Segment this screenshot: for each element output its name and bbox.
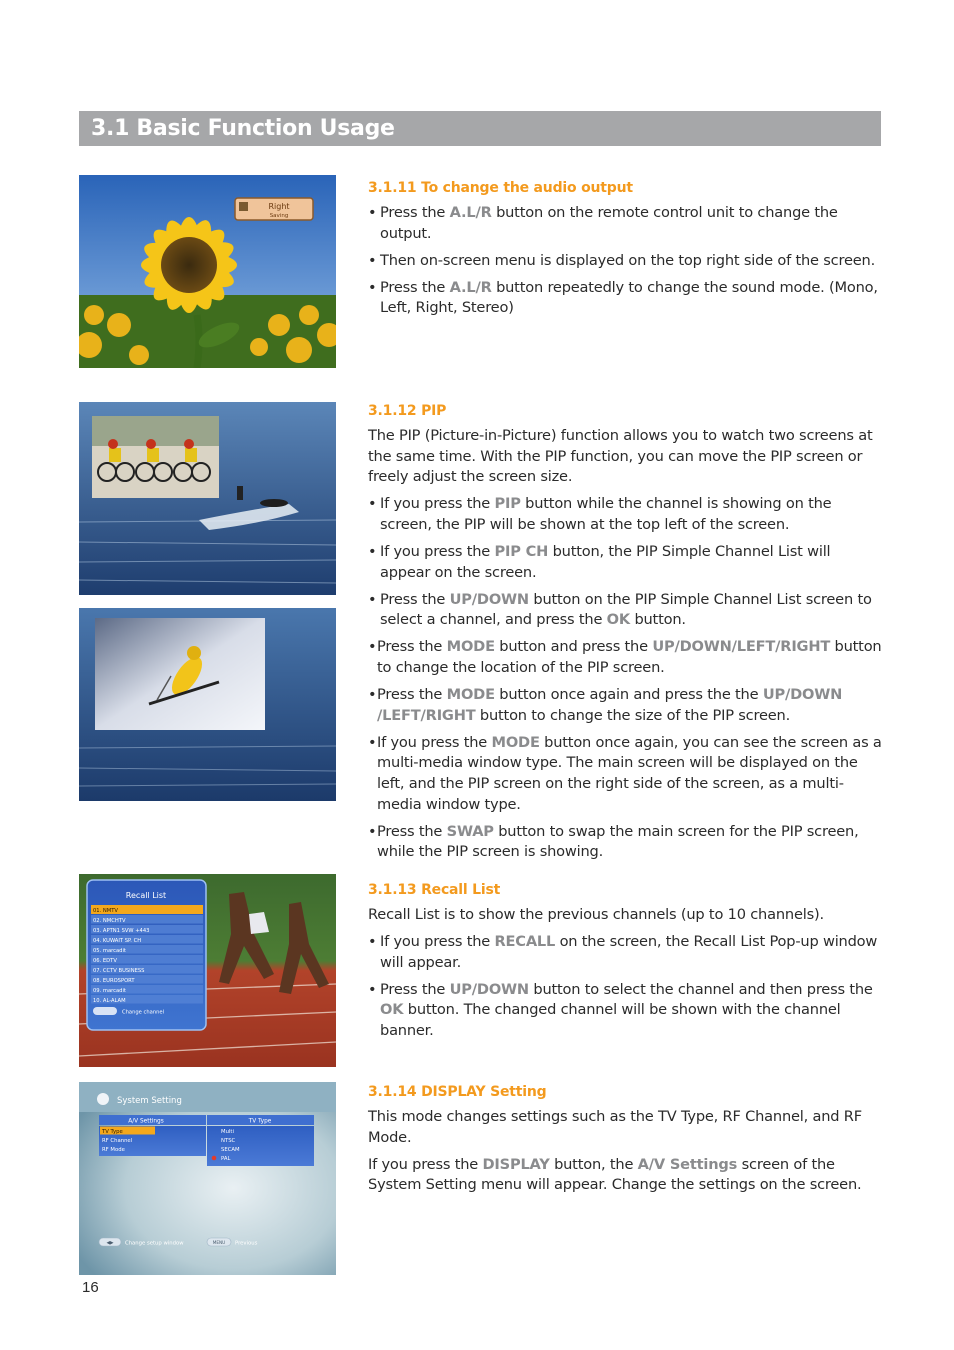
recall-item: 04. KUWAIT SP. CH	[93, 938, 142, 944]
paragraph	[368, 1155, 883, 1196]
text-run: The PIP (Picture-in-Picture) function allows you to watch two screens at the same time. With the PIP function, you can move the PIP screen or freely adjust the screen size.	[368, 427, 873, 486]
button-keyword: OK	[606, 611, 630, 629]
radio-selected-icon	[212, 1156, 217, 1161]
text-run: button. The changed channel will be shown with the channel banner.	[380, 1001, 841, 1039]
recall-item: 05. marcadit	[93, 948, 126, 954]
recall-list-title: Recall List	[125, 891, 167, 900]
bullet-icon: •	[368, 251, 377, 269]
button-keyword: UP/DOWN	[449, 980, 529, 998]
footer-previous: Previous	[235, 1240, 258, 1247]
text-run: button to select the channel and then press the	[528, 980, 873, 998]
arrow-keys-icon: ◀▶	[106, 1241, 114, 1246]
bullet-item	[368, 980, 883, 1042]
text-run: This mode changes settings such as the TV Type, RF Channel, and RF Mode.	[368, 1108, 862, 1146]
recall-list-popup	[87, 880, 206, 1030]
pip-skier-image	[79, 608, 336, 801]
bullet-icon: •	[368, 542, 377, 560]
text-run: button, the	[549, 1155, 638, 1173]
tv-type-column	[207, 1115, 314, 1166]
button-keyword: A.L/R	[449, 278, 492, 296]
bullet-icon: •	[368, 590, 377, 608]
bullet-item	[368, 733, 883, 815]
recall-list-footer: Change channel	[122, 1009, 165, 1016]
paragraph	[368, 426, 883, 488]
av-settings-header: A/V Settings	[128, 1118, 164, 1125]
tv-type-option: Multi	[221, 1129, 234, 1135]
bullet-item	[368, 590, 883, 631]
bullet-item	[368, 637, 883, 678]
button-keyword: OK	[380, 1001, 404, 1019]
button-keyword: UP/DOWN /LEFT/RIGHT	[377, 686, 843, 724]
paragraph	[368, 1107, 883, 1148]
recall-item: 07. CCTV BUSINESS	[93, 968, 145, 974]
text-run: on the screen, the Recall List Pop-up window will appear.	[380, 933, 878, 971]
bullet-item	[368, 685, 883, 726]
text-run: If you press the	[380, 495, 495, 513]
section-display-setting	[368, 1083, 883, 1202]
text-run: If you press the	[377, 733, 492, 751]
button-keyword: PIP CH	[494, 542, 549, 560]
recall-item: 02. NMCHTV	[93, 918, 126, 924]
section-heading: 3.1.12 PIP	[368, 403, 447, 419]
system-setting-title: System Setting	[117, 1096, 182, 1106]
button-keyword: UP/DOWN/LEFT/RIGHT	[652, 638, 831, 656]
button-keyword: A/V Settings	[637, 1155, 738, 1173]
text-run: button to change the location of the PIP screen.	[377, 638, 882, 676]
recall-list-image	[79, 874, 336, 1067]
bullet-icon: •	[368, 733, 377, 751]
bullet-item	[368, 932, 883, 973]
tv-type-option: SECAM	[221, 1147, 240, 1153]
button-keyword: MODE	[491, 733, 540, 751]
text-run: Press the	[377, 638, 447, 656]
tv-type-option: NTSC	[221, 1138, 236, 1144]
bullet-icon: •	[368, 495, 377, 513]
system-setting-image	[79, 1082, 336, 1275]
section-pip	[368, 402, 883, 869]
text-run: button while the channel is showing on the screen, the PIP will be shown at the top left of the screen.	[380, 495, 832, 533]
text-run: Then on-screen menu is displayed on the top right side of the screen.	[380, 251, 876, 269]
av-item-rf-mode: RF Mode	[102, 1147, 125, 1153]
text-run: button to change the size of the PIP screen.	[475, 706, 791, 724]
text-run: button on the PIP Simple Channel List screen to select a channel, and press the	[380, 590, 872, 629]
av-settings-column	[99, 1115, 206, 1156]
bullet-item	[368, 542, 883, 583]
pip-cyclists-image	[79, 402, 336, 595]
bullet-item	[368, 251, 883, 272]
bullet-icon: •	[368, 278, 377, 296]
section-title: 3.1 Basic Function Usage	[79, 111, 881, 146]
text-run: Press the	[380, 590, 450, 608]
text-run: button once again, you can see the screen as a multi-media window type. The main screen will be displayed on the left, and the PIP screen on the right side of the screen, as a multi-media window type.	[377, 733, 882, 813]
recall-item: 08. EUROSPORT	[93, 978, 135, 984]
page-number: 16	[82, 1279, 99, 1296]
text-run: Recall List is to show the previous channels (up to 10 channels).	[368, 906, 824, 923]
text-run: button and press the	[494, 638, 653, 656]
bullet-item	[368, 278, 883, 319]
audio-osd	[235, 198, 313, 220]
section-heading: 3.1.13 Recall List	[368, 882, 501, 898]
paragraph	[368, 905, 883, 926]
text-run: Press the	[377, 686, 447, 704]
bullet-icon: •	[368, 686, 377, 704]
text-run: button once again and press the the	[494, 686, 763, 704]
recall-item: 03. APTN1 SVW +443	[93, 928, 150, 934]
bullet-icon: •	[368, 933, 377, 951]
recall-item: 06. EDTV	[93, 958, 117, 964]
section-recall-list	[368, 881, 883, 1048]
tv-type-header: TV Type	[248, 1118, 272, 1125]
text-run: button on the remote control unit to change the output.	[380, 204, 838, 242]
section-heading: 3.1.14 DISPLAY Setting	[368, 1084, 547, 1100]
bullet-icon: •	[368, 822, 377, 840]
text-run: Press the	[380, 204, 450, 221]
tv-type-option: PAL	[221, 1156, 231, 1162]
audio-osd-mode: Right	[268, 202, 290, 211]
button-keyword: A.L/R	[449, 204, 492, 221]
button-keyword: MODE	[446, 638, 495, 656]
section-audio-output	[368, 179, 883, 325]
bullet-icon: •	[368, 980, 377, 998]
text-run: If you press the	[380, 542, 495, 560]
av-item-tv-type: TV Type	[102, 1129, 123, 1135]
pip-window	[95, 618, 265, 730]
button-keyword: RECALL	[494, 933, 556, 951]
bullet-icon: •	[368, 204, 377, 221]
bullet-item	[368, 203, 883, 244]
bullet-item	[368, 822, 883, 863]
audio-osd-status: Saving	[269, 213, 289, 219]
text-run: button, the PIP Simple Channel List will appear on the screen.	[380, 542, 831, 581]
button-keyword: DISPLAY	[482, 1155, 550, 1173]
recall-item: 10. AL-ALAM	[93, 998, 126, 1004]
text-run: screen of the System Setting menu will appear. Change the settings on the screen.	[368, 1155, 862, 1194]
text-run: If you press the	[368, 1155, 483, 1173]
text-run: If you press the	[380, 933, 495, 951]
menu-key-icon: MENU	[212, 1240, 226, 1245]
button-keyword: SWAP	[446, 822, 494, 840]
pip-window	[92, 416, 219, 498]
button-keyword: UP/DOWN	[449, 590, 529, 608]
bullet-icon: •	[368, 638, 377, 656]
section-heading: 3.1.11 To change the audio output	[368, 180, 633, 196]
button-keyword: MODE	[446, 686, 495, 704]
text-run: Press the	[380, 278, 450, 296]
av-item-rf-channel: RF Channel	[102, 1138, 133, 1144]
sunflower-audio-image	[79, 175, 336, 368]
text-run: button.	[630, 611, 686, 629]
bullet-item	[368, 494, 883, 535]
recall-item: 09. marcadit	[93, 988, 126, 994]
text-run: Press the	[380, 980, 450, 998]
text-run: button repeatedly to change the sound mode. (Mono, Left, Right, Stereo)	[380, 278, 878, 317]
recall-item: 01. NMTV	[93, 908, 118, 914]
footer-change-window: Change setup window	[125, 1240, 184, 1247]
text-run: button to swap the main screen for the PIP screen, while the PIP screen is showing.	[377, 822, 859, 861]
button-keyword: PIP	[494, 495, 521, 513]
text-run: Press the	[377, 822, 447, 840]
